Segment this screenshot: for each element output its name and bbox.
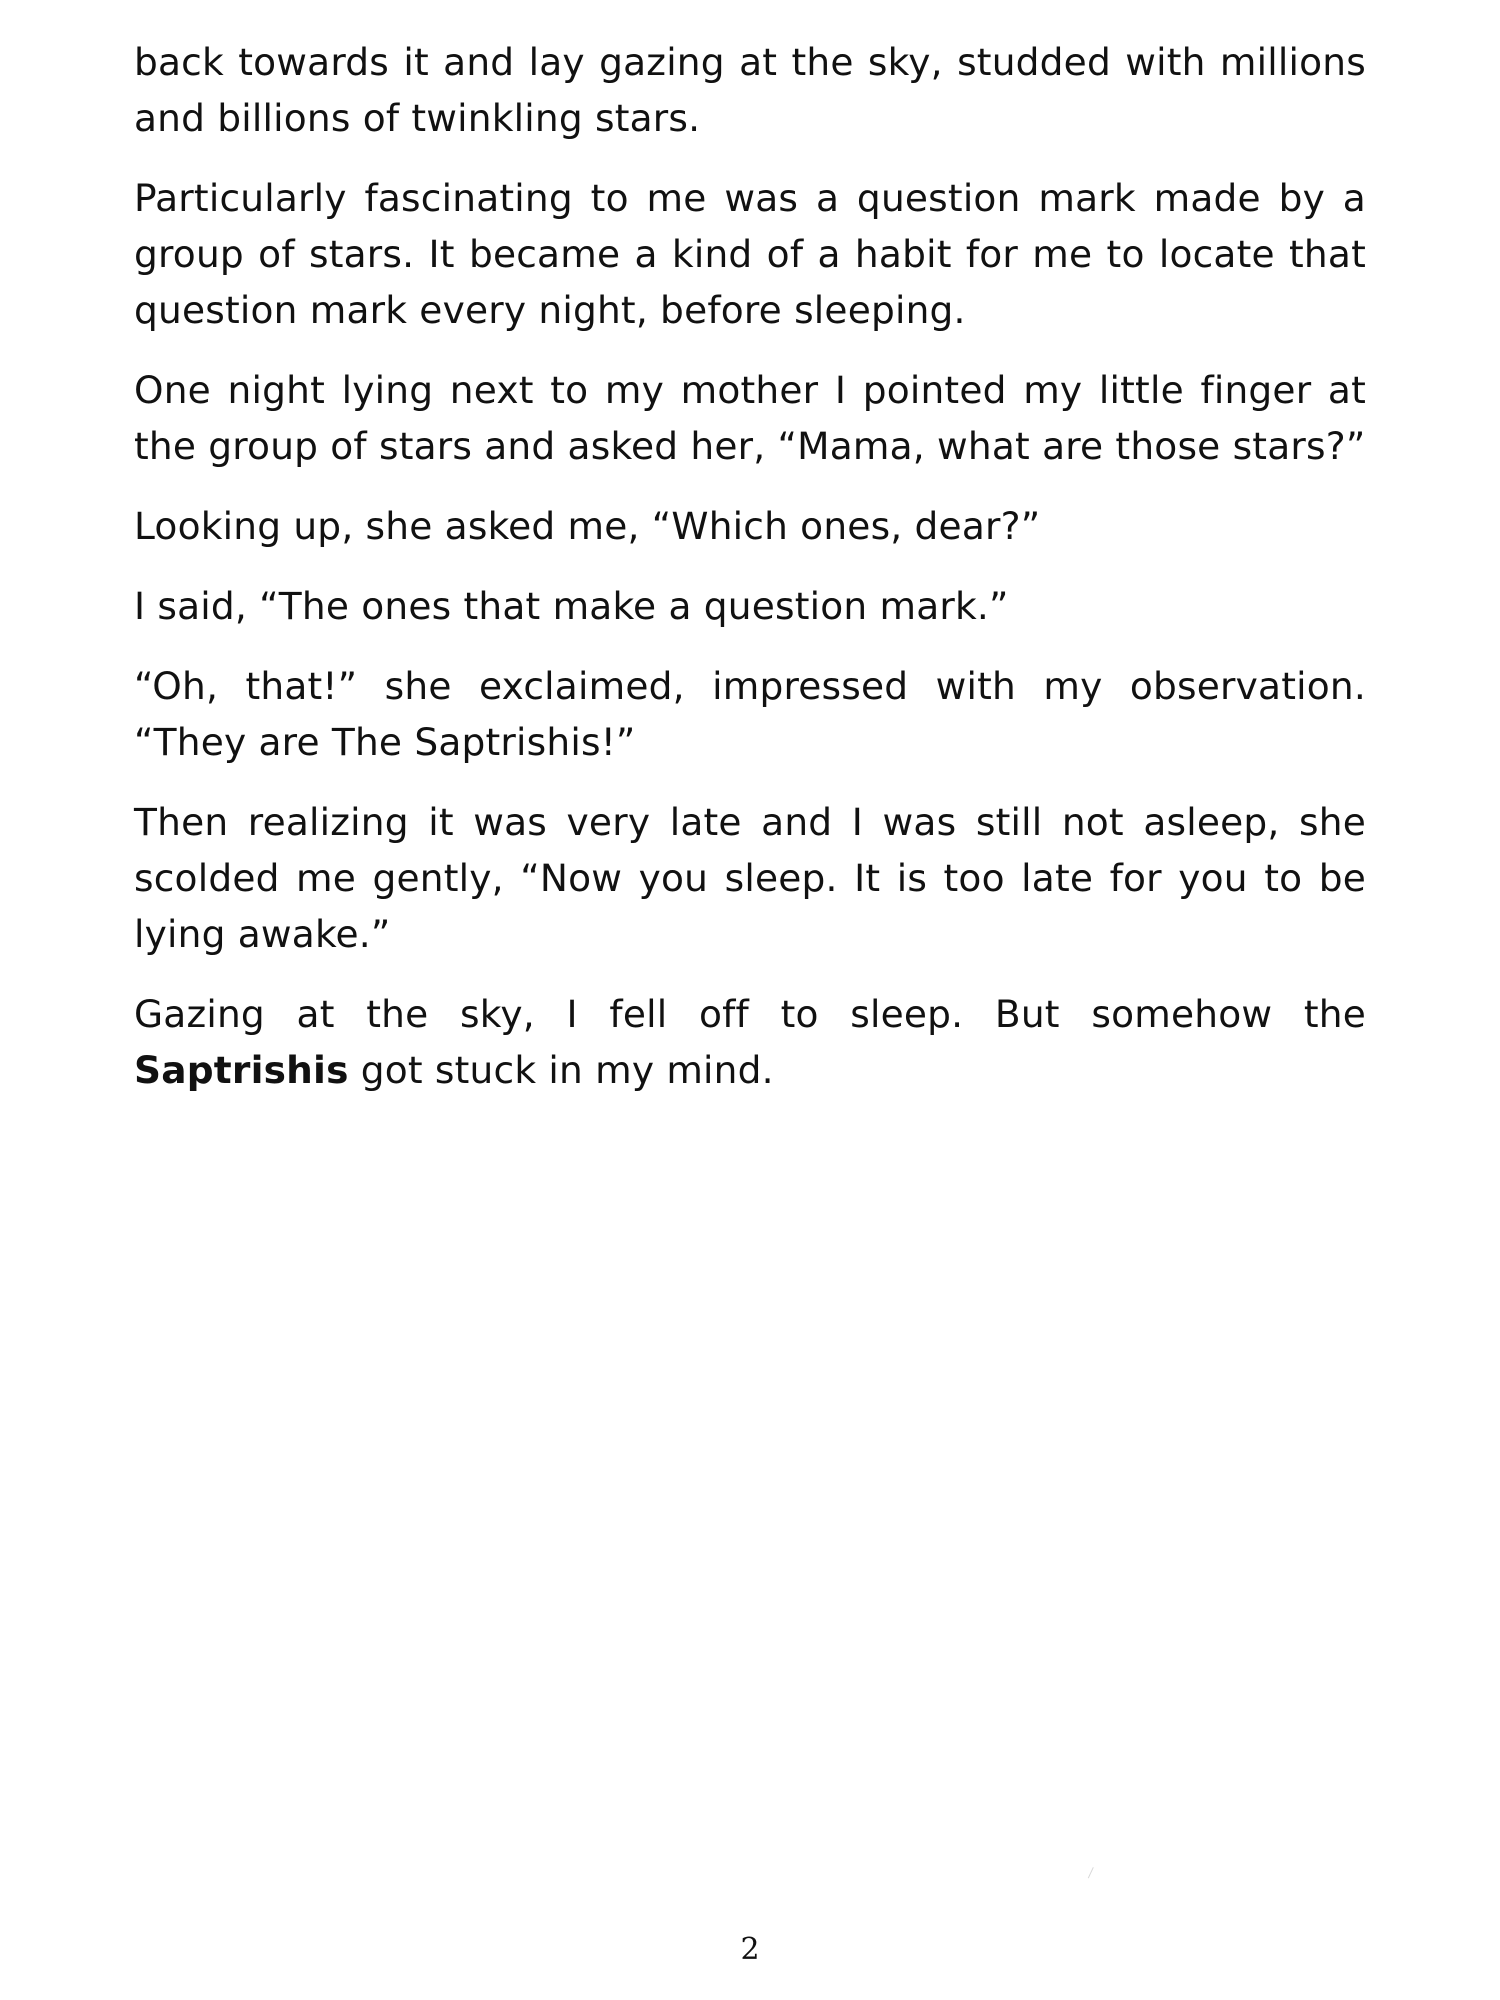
saptrishis-bold-term: Saptrishis [134, 1048, 349, 1092]
paragraph-7: Then realizing it was very late and I was still not asleep, she scolded me gently, “Now you sleep. It is too late for you to be lying awake.” [134, 800, 1366, 956]
paragraph-1: back towards it and lay gazing at the sky, studded with millions and billions of twinkling stars. [134, 40, 1366, 140]
paragraph-4: Looking up, she asked me, “Which ones, dear?” [134, 504, 1041, 548]
scan-speck [1088, 1867, 1099, 1881]
paragraph-8-end: got stuck in my mind. [348, 1048, 774, 1092]
paragraph-6: “Oh, that!” she exclaimed, impressed with my observation. “They are The Saptrishis!” [134, 664, 1366, 764]
paragraph-3: One night lying next to my mother I pointed my little finger at the group of stars and asked her, “Mama, what are those stars?” [134, 368, 1366, 468]
body-text [134, 34, 1366, 1122]
paragraph-8-start: Gazing at the sky, I fell off to sleep. But somehow the [134, 992, 1366, 1036]
paragraph-2: Particularly fascinating to me was a question mark made by a group of stars. It became a kind of a habit for me to locate that question mark every night, before sleeping. [134, 176, 1366, 332]
page-number: 2 [740, 1932, 760, 1967]
paragraph-8 [134, 986, 1366, 1098]
paragraph-5: I said, “The ones that make a question mark.” [134, 584, 1009, 628]
